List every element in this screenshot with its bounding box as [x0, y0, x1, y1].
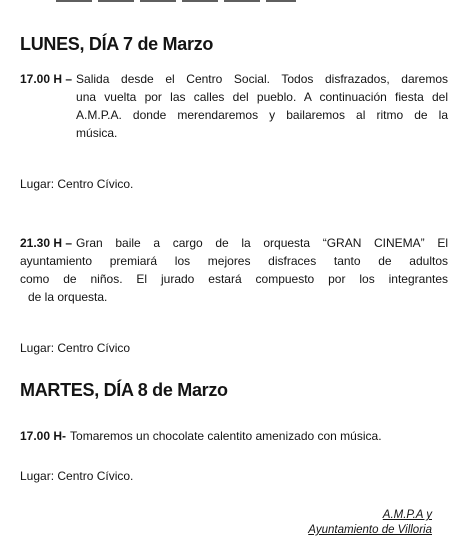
description-line: ayuntamiento premiará los mejores disfraces tanto de adultos	[20, 254, 448, 268]
day-heading-text: MARTES, DÍA 8 de Marzo	[20, 380, 228, 400]
signature-ayuntamiento: Ayuntamiento de Villoria	[308, 524, 432, 536]
description-line: como de niños. El jurado estará compuesto por los integrantes	[20, 272, 448, 286]
description-line: Tomaremos un chocolate calentito amenizado con música.	[70, 429, 382, 443]
cropped-text-fragment	[56, 0, 296, 2]
day-heading-text: LUNES, DÍA 7 de Marzo	[20, 34, 214, 54]
signature-ampa: A.M.P.A y	[382, 509, 432, 521]
description-line: música.	[76, 126, 118, 140]
event-description	[76, 70, 448, 142]
event-tuesday-1700	[20, 427, 448, 445]
description-line: A.M.P.A. donde merendaremos y bailaremos al ritmo de la	[76, 108, 448, 122]
event-time: 17.00 H-	[20, 429, 67, 443]
day-heading-tuesday	[20, 380, 228, 401]
event-place: Lugar: Centro Cívico	[20, 341, 131, 355]
event-time: 17.00 H –	[20, 72, 73, 86]
description-line: una vuelta por las calles del pueblo. A continuación fiesta del	[76, 90, 448, 104]
description-line: de la orquesta.	[28, 290, 108, 304]
day-heading-monday	[20, 34, 213, 55]
event-description	[76, 234, 448, 252]
event-monday-1700	[20, 70, 448, 142]
event-description	[70, 427, 448, 445]
event-place: Lugar: Centro Cívico.	[20, 469, 134, 483]
description-line: Salida desde el Centro Social. Todos disfrazados, daremos	[76, 72, 448, 86]
event-monday-2130	[20, 234, 448, 306]
description-line: Gran baile a cargo de la orquesta “GRAN CINEMA” El	[76, 236, 448, 250]
signature-block	[308, 508, 432, 538]
event-time: 21.30 H –	[20, 236, 73, 250]
event-place: Lugar: Centro Cívico.	[20, 177, 134, 191]
